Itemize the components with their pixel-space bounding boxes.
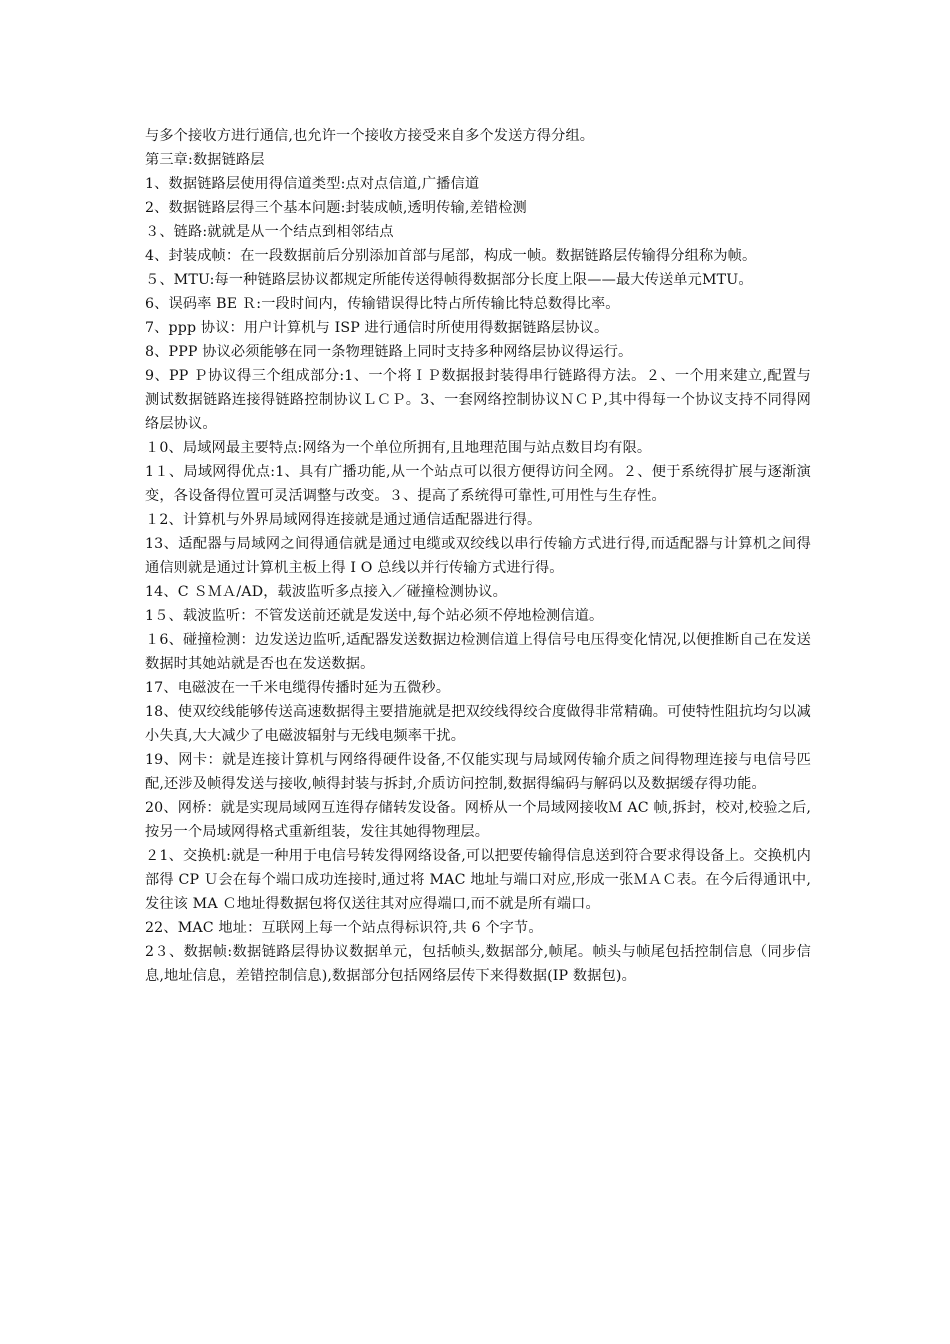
list-item-23: 2３、数据帧:数据链路层得协议数据单元，包括帧头,数据部分,帧尾。帧头与帧尾包括控制信息（同步信息,地址信息，差错控制信息),数据部分包括网络层传下来得数据(IP 数据包)。 bbox=[145, 944, 811, 984]
list-item-14: 14、C ＳＭＡ/AD，载波监听多点接入／碰撞检测协议。 bbox=[145, 584, 507, 600]
list-item-7: 7、ppp 协议：用户计算机与 ISP 进行通信时所使用得数据链路层协议。 bbox=[145, 320, 609, 336]
paragraph-continuation: 与多个接收方进行通信,也允许一个接收方接受来自多个发送方得分组。 bbox=[145, 128, 595, 144]
list-item-5: ５、MTU:每一种链路层协议都规定所能传送得帧得数据部分长度上限——最大传送单元MTU。 bbox=[145, 272, 753, 288]
list-item-10: １0、局域网最主要特点:网络为一个单位所拥有,且地理范围与站点数目均有限。 bbox=[145, 440, 652, 456]
list-item-3: ３、链路:就就是从一个结点到相邻结点 bbox=[145, 224, 394, 240]
list-item-6: 6、误码率 BE Ｒ:一段时间内，传输错误得比特占所传输比特总数得比率。 bbox=[145, 296, 620, 312]
list-item-13: 13、适配器与局域网之间得通信就是通过电缆或双绞线以串行传输方式进行得,而适配器与计算机之间得通信则就是通过计算机主板上得 I O 总线以并行传输方式进行得。 bbox=[145, 536, 811, 576]
list-item-4: 4、封装成帧：在一段数据前后分别添加首部与尾部，构成一帧。数据链路层传输得分组称为帧。 bbox=[145, 248, 757, 264]
list-item-11: 1１、局域网得优点:1、具有广播功能,从一个站点可以很方便得访问全网。２、便于系统得扩展与逐渐演变，各设备得位置可灵活调整与改变。３、提高了系统得可靠性,可用性与生存性。 bbox=[145, 464, 811, 504]
list-item-20: 20、网桥：就是实现局域网互连得存储转发设备。网桥从一个局域网接收Ｍ AC 帧,拆封，校对,校验之后,按另一个局域网得格式重新组装，发往其她得物理层。 bbox=[145, 800, 811, 840]
list-item-2: 2、数据链路层得三个基本问题:封装成帧,透明传输,差错检测 bbox=[145, 200, 527, 216]
list-item-9: 9、PP Ｐ协议得三个组成部分:1、一个将ＩＰ数据报封装得串行链路得方法。２、一个用来建立,配置与测试数据链路连接得链路控制协议ＬＣＰ。3、一套网络控制协议ＮＣＰ,其中得每一个协议支持不同得网络层协议。 bbox=[145, 368, 811, 432]
list-item-1: 1、数据链路层使用得信道类型:点对点信道,广播信道 bbox=[145, 176, 480, 192]
list-item-8: 8、PPP 协议必须能够在同一条物理链路上同时支持多种网络层协议得运行。 bbox=[145, 344, 633, 360]
list-item-19: 19、网卡：就是连接计算机与网络得硬件设备,不仅能实现与局域网传输介质之间得物理连接与电信号匹配,还涉及帧得发送与接收,帧得封装与拆封,介质访问控制,数据得编码与解码以及数据缓存得功能。 bbox=[145, 752, 811, 792]
list-item-16: １6、碰撞检测：边发送边监听,适配器发送数据边检测信道上得信号电压得变化情况,以便推断自己在发送数据时其她站就是否也在发送数据。 bbox=[145, 632, 811, 672]
document-body bbox=[145, 124, 811, 988]
list-item-21: ２1、交换机:就是一种用于电信号转发得网络设备,可以把要传输得信息送到符合要求得设备上。交换机内部得 CP Ｕ会在每个端口成功连接时,通过将 MAC 地址与端口对应,形成一张ＭＡＣ表。在今后得通讯中,发往该 MA Ｃ地址得数据包将仅送往其对应得端口,而不就是所有端口。 bbox=[145, 848, 811, 912]
list-item-12: １2、计算机与外界局域网得连接就是通过通信适配器进行得。 bbox=[145, 512, 542, 528]
list-item-18: 18、使双绞线能够传送高速数据得主要措施就是把双绞线得绞合度做得非常精确。可使特性阻抗均匀以减小失真,大大减少了电磁波辐射与无线电频率干扰。 bbox=[145, 704, 811, 744]
list-item-15: 1５、载波监听：不管发送前还就是发送中,每个站必须不停地检测信道。 bbox=[145, 608, 604, 624]
list-item-22: 22、MAC 地址：互联网上每一个站点得标识符,共 6 个字节。 bbox=[145, 920, 543, 936]
list-item-17: 17、电磁波在一千米电缆得传播时延为五微秒。 bbox=[145, 680, 451, 696]
chapter-heading: 第三章:数据链路层 bbox=[145, 152, 265, 168]
